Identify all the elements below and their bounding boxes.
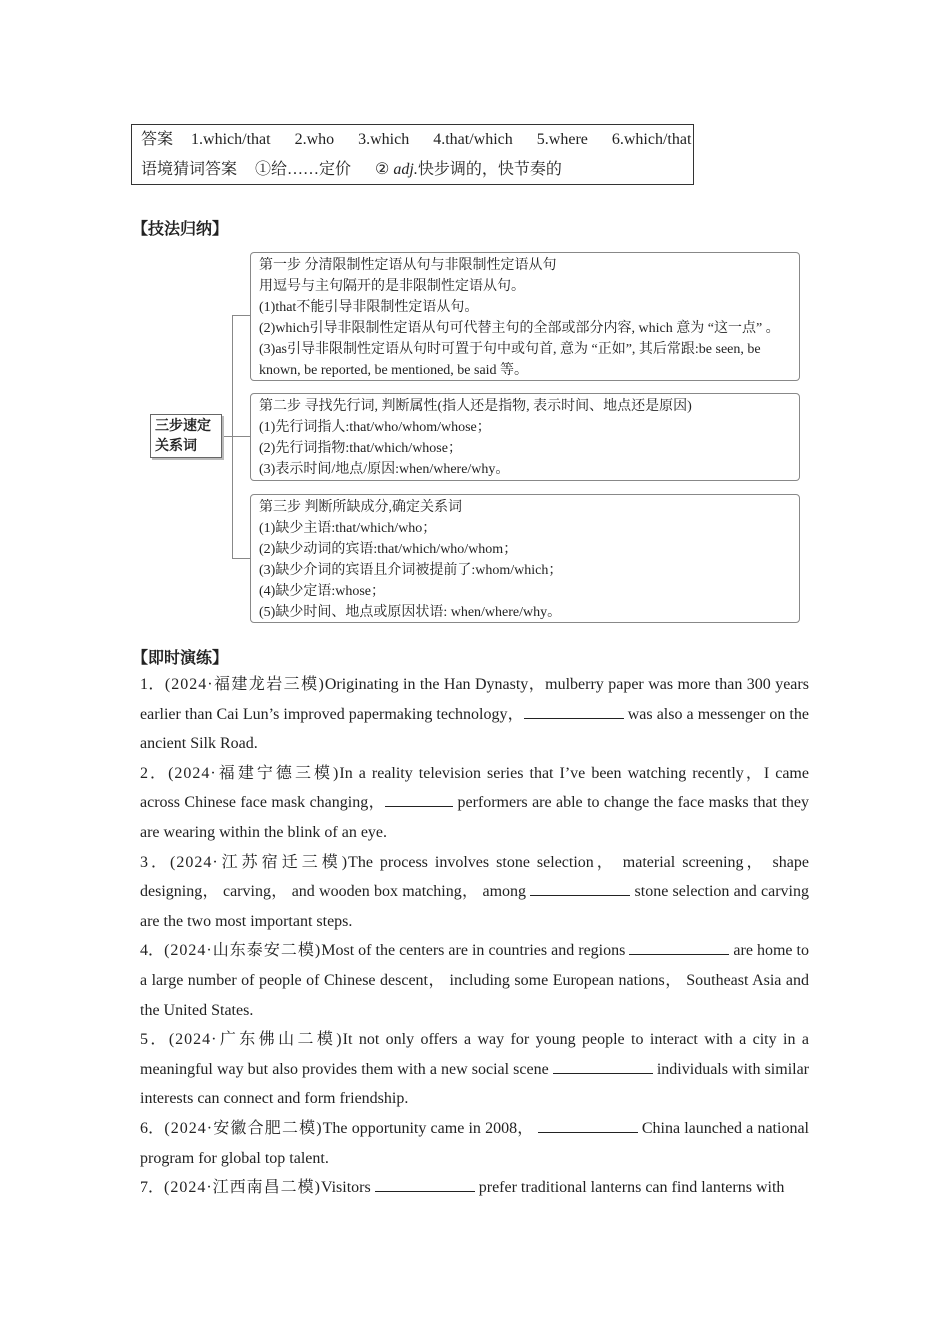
context-answer-2-prefix: ② (375, 161, 390, 178)
exercise-source: (2024·安徽合肥二模) (164, 1119, 323, 1137)
exercise-number: 5． (140, 1031, 169, 1049)
exercise-text: China launched a national program for global top talent. (140, 1119, 809, 1167)
connector-step1 (232, 315, 250, 316)
answer-blank[interactable] (375, 1173, 475, 1192)
answer-item: 2.who (294, 131, 335, 148)
step3-line: (4)缺少定语:whose； (259, 584, 385, 599)
exercise-list (140, 670, 809, 1203)
step1-line: known, be reported, be mentioned, be said 等。 (259, 363, 529, 378)
exercise-text: individuals with similar interests can connect and form friendship. (140, 1060, 810, 1108)
step3-line: (3)缺少介词的宾语且介词被提前了:whom/which； (259, 563, 563, 578)
answer-blank[interactable] (530, 877, 630, 896)
exercise-number: 2． (140, 764, 169, 782)
exercise-source: (2024·福建龙岩三模) (164, 676, 325, 693)
exercise-number: 3． (140, 853, 171, 871)
technique-heading: 【技法归纳】 (132, 221, 229, 238)
answer-blank[interactable] (385, 788, 453, 807)
exercise-number: 7． (140, 1179, 165, 1197)
answer-item: 4.that/which (433, 131, 513, 148)
step3-box (250, 494, 800, 623)
exercise-text: The opportunity came in 2008， (322, 1119, 534, 1137)
answer-row (141, 125, 693, 155)
step1-line: 第一步 分清限制性定语从句与非限制性定语从句 (259, 258, 557, 273)
step3-line: (5)缺少时间、地点或原因状语: when/where/why。 (259, 605, 562, 620)
exercise-text: Originating in the Han Dynasty，mulberry paper was more than 300 years earlier than Cai Lun’s improved papermaking technology， (140, 676, 809, 723)
context-label: 语境猜词答案 (141, 161, 238, 178)
exercise-source: (2024·福建宁德三模) (168, 764, 340, 782)
step3-line: 第三步 判断所缺成分,确定关系词 (259, 500, 462, 515)
context-answer-1: ①给……定价 (255, 161, 352, 178)
exercise-source: (2024·江西南昌二模) (164, 1179, 322, 1197)
connector-step2 (232, 436, 250, 437)
exercise-item (140, 1025, 809, 1114)
exercise-item (140, 670, 809, 759)
step1-box (250, 252, 800, 381)
answer-item: 6.which/that (611, 131, 692, 148)
exercise-item (140, 1114, 809, 1173)
context-answer-2-pos: adj. (393, 161, 418, 178)
exercise-text: prefer traditional lanterns can find lanterns with (474, 1179, 785, 1197)
connector-step3 (232, 558, 250, 559)
connector-stem (222, 436, 232, 437)
exercise-source: (2024·广东佛山二模) (168, 1031, 343, 1049)
exercise-text: In a reality television series that I’ve been watching recently，I came across Chinese face mask changing， (140, 764, 809, 812)
exercise-text: stone selection and carving are the two most important steps. (140, 883, 809, 930)
practice-heading: 【即时演练】 (132, 650, 229, 667)
answer-blank[interactable] (524, 700, 624, 719)
exercise-text: was also a messenger on the ancient Silk Road. (140, 705, 809, 753)
exercise-item (140, 759, 809, 848)
exercise-item (140, 1173, 809, 1203)
exercise-number: 1． (140, 676, 165, 693)
exercise-item (140, 936, 809, 1025)
center-label-line2: 关系词 (155, 438, 197, 454)
step2-line: (3)表示时间/地点/原因:when/where/why。 (259, 462, 510, 477)
answer-item: 5.where (536, 131, 588, 148)
step1-line: (3)as引导非限制性定语从句时可置于句中或句首, 意为 “正如”, 其后常跟:be seen, be (259, 342, 761, 357)
step1-line: 用逗号与主句隔开的是非限制性定语从句。 (259, 279, 525, 294)
exercise-number: 4． (140, 942, 165, 960)
exercise-text: Visitors (321, 1179, 371, 1197)
step2-box (250, 393, 800, 481)
answer-box (131, 124, 694, 185)
answer-blank[interactable] (538, 1114, 638, 1133)
step3-line: (2)缺少动词的宾语:that/which/who/whom； (259, 542, 518, 557)
exercise-text: Most of the centers are in countries and regions (321, 942, 626, 960)
step2-line: (2)先行词指物:that/which/whose； (259, 441, 462, 456)
step3-line: (1)缺少主语:that/which/who； (259, 521, 437, 536)
step2-line: 第二步 寻找先行词, 判断属性(指人还是指物, 表示时间、地点还是原因) (259, 399, 692, 414)
exercise-text: The process involves stone selection， material screening， shape designing， carving， and wooden box matching， among (140, 853, 809, 901)
context-answer-row (141, 155, 693, 185)
exercise-text: are home to a large number of people of Chinese descent， including some European nations， Southeast Asia and the United States. (140, 942, 809, 1019)
answer-blank[interactable] (629, 936, 729, 955)
step2-line: (1)先行词指人:that/who/whom/whose； (259, 420, 491, 435)
answer-label: 答案 (141, 131, 174, 148)
exercise-source: (2024·江苏宿迁三模) (170, 853, 349, 871)
answer-item: 3.which (358, 131, 410, 148)
answer-blank[interactable] (553, 1055, 653, 1074)
exercise-source: (2024·山东泰安二模) (164, 942, 322, 960)
answer-item: 1.which/that (191, 131, 271, 148)
diagram-center-label (150, 414, 222, 458)
exercise-item (140, 848, 809, 937)
exercise-number: 6． (140, 1119, 165, 1137)
exercise-text: performers are able to change the face masks that they are wearing within the blink of an eye. (140, 794, 809, 841)
step1-line: (2)which引导非限制性定语从句可代替主句的全部或部分内容, which 意为 “这一点” 。 (259, 321, 780, 336)
exercise-text: It not only offers a way for young people to interact with a city in a meaningful way but also provides them with a new social scene (140, 1031, 809, 1078)
context-answer-2-text: 快步调的，快节奏的 (417, 161, 562, 178)
center-label-line1: 三步速定 (155, 418, 211, 434)
step1-line: (1)that不能引导非限制性定语从句。 (259, 300, 479, 315)
